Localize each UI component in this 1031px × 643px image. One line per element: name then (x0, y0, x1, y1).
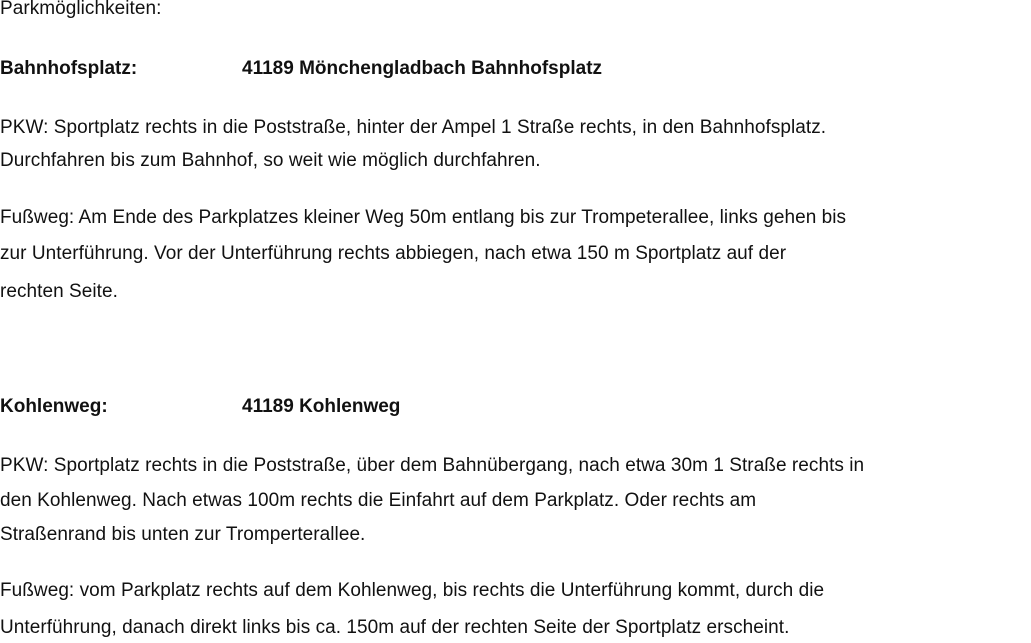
section-heading-address: 41189 Kohlenweg (242, 396, 401, 417)
walking-directions-line: zur Unterführung. Vor der Unterführung rechts abbiegen, nach etwa 150 m Sportplatz auf der (0, 243, 787, 264)
page-title: Parkmöglichkeiten: (0, 0, 162, 19)
pkw-directions-line: PKW: Sportplatz rechts in die Poststraße, über dem Bahnübergang, nach etwa 30m 1 Straße rechts in (0, 455, 865, 476)
pkw-directions-line: Straßenrand bis unten zur Tromperterallee. (0, 524, 366, 545)
pkw-directions-line: Durchfahren bis zum Bahnhof, so weit wie möglich durchfahren. (0, 150, 541, 171)
section-heading-address: 41189 Mönchengladbach Bahnhofsplatz (242, 58, 603, 79)
section-heading-label: Bahnhofsplatz: (0, 58, 138, 79)
walking-directions-line: Fußweg: vom Parkplatz rechts auf dem Kohlenweg, bis rechts die Unterführung kommt, durch die (0, 580, 825, 601)
walking-directions-line: rechten Seite. (0, 281, 118, 302)
pkw-directions-line: PKW: Sportplatz rechts in die Poststraße, hinter der Ampel 1 Straße rechts, in den Bahnhofsplatz. (0, 117, 827, 138)
walking-directions-line: Unterführung, danach direkt links bis ca. 150m auf der rechten Seite der Sportplatz erscheint. (0, 617, 790, 638)
walking-directions-line: Fußweg: Am Ende des Parkplatzes kleiner Weg 50m entlang bis zur Trompeterallee, links gehen bis (0, 207, 847, 228)
pkw-directions-line: den Kohlenweg. Nach etwas 100m rechts die Einfahrt auf dem Parkplatz. Oder rechts am (0, 490, 757, 511)
section-heading-label: Kohlenweg: (0, 396, 108, 417)
